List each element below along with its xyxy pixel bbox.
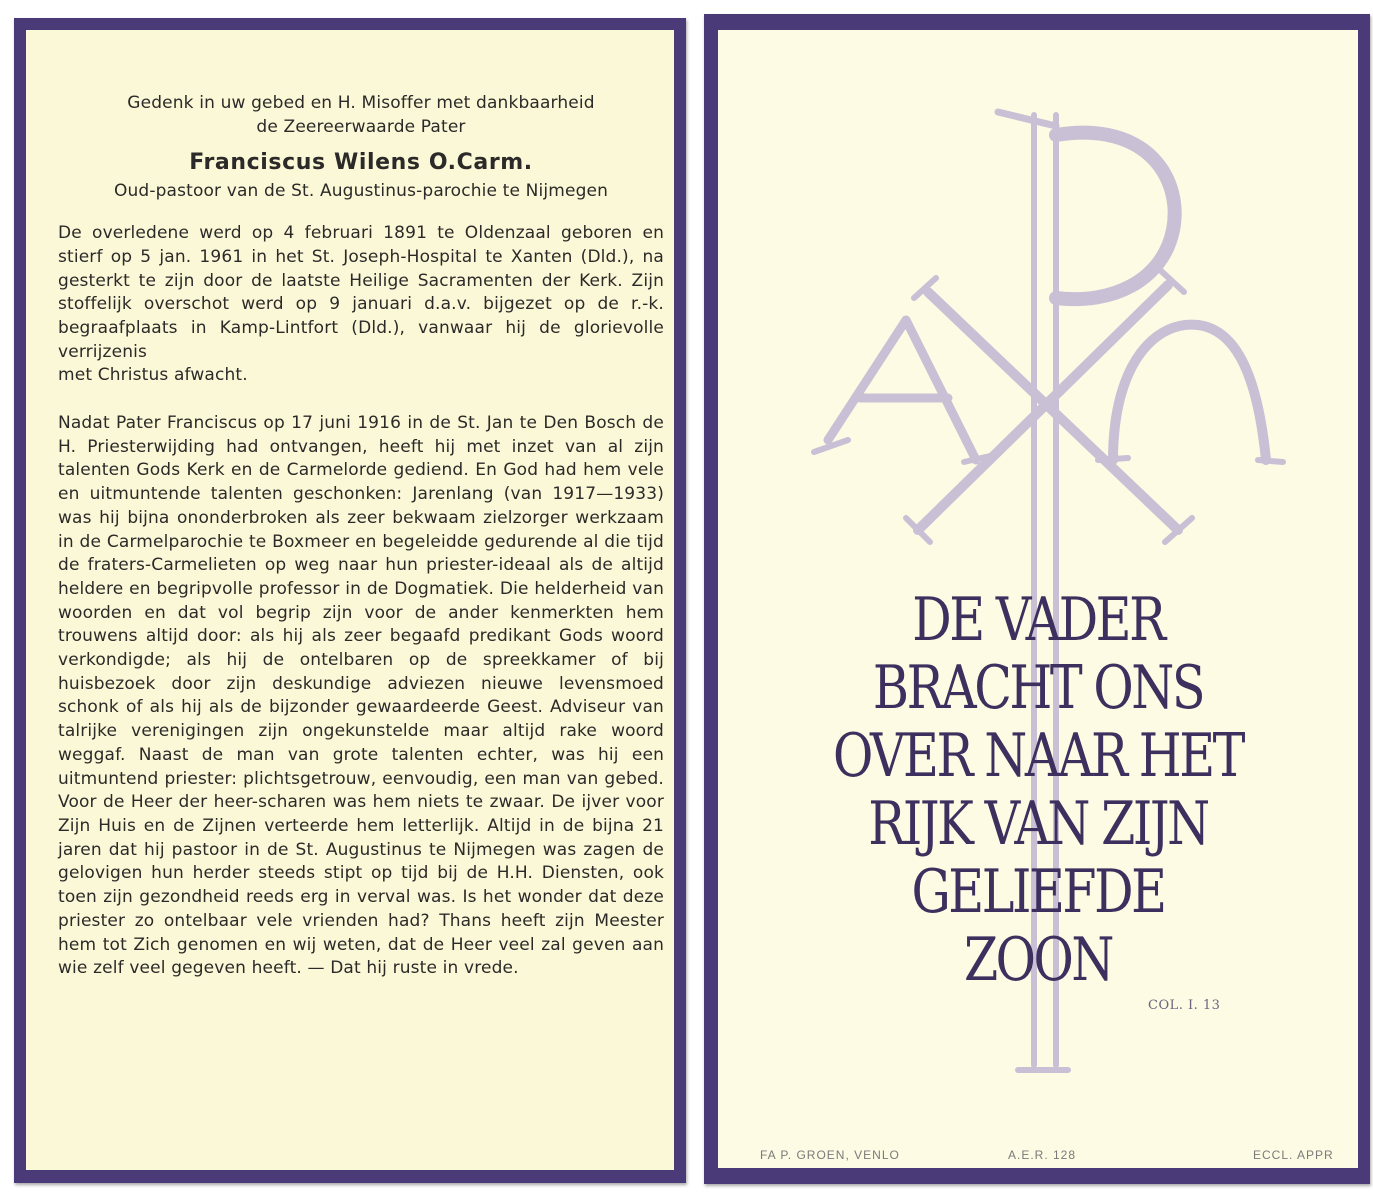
intro-line-2: de Zeereerwaarde Pater bbox=[256, 116, 466, 137]
biography-paragraph-1 bbox=[58, 222, 664, 388]
card-paper bbox=[26, 30, 674, 1170]
approval-number: A.E.R. 128 bbox=[1008, 1148, 1077, 1162]
deceased-title: Oud-pastoor van de St. Augustinus-parochie te Nijmegen bbox=[113, 181, 609, 202]
card-paper bbox=[718, 30, 1358, 1168]
memorial-text bbox=[58, 92, 664, 981]
chi-x-icon bbox=[918, 285, 1178, 530]
verse-line-1: DE VADER bbox=[912, 585, 1164, 655]
verse-line-5: GELIEFDE bbox=[911, 857, 1165, 927]
verse-line-4: RIJK VAN ZIJN bbox=[868, 789, 1208, 859]
memorial-card-text-side bbox=[14, 18, 686, 1183]
printer-credit: FA P. GROEN, VENLO bbox=[760, 1148, 900, 1162]
biography-paragraph-2: Nadat Pater Franciscus op 17 juni 1916 in de St. Jan te Den Bosch de H. Priesterwijding had ontvangen, heeft hij met inzet van al zijn talenten Gods Kerk en de Carmelorde gediend. En God had hem vele en uitmuntende talenten geschonken: Jarenlang (van 1917—1933) was hij bijna ononderbroken als zeer bekwaam zielzorger werkzaam in de Carmelparochie te Boxmeer en begeleidde gedurende al die tijd de fraters-Carmelieten op weg naar hun priester-ideaal als de altijd heldere en begripvolle professor in de Dogmatiek. Die helderheid van woorden en dat vol begrip zijn voor de ander kenmerkten hem trouwens altijd door: als hij als zeer begaafd predikant Gods woord verkondigde; als hij de ontelbaren op de spreekkamer of bij huisbezoek door zijn deskundige adviezen nieuwe levensmoed schonk of als hij als de bijzonder gewaardeerde Geest. Adviseur van talrijke verenigingen zijn ongekunstelde maar altijd rake woord weggaf. Naast de man van grote talenten echter, was hij een uitmuntend priester: plichtsgetrouw, eenvoudig, een man van gebed. Voor de Heer der heer-scharen was hem niets te zwaar. De ijver voor Zijn Huis en de Zijnen verteerde hem letterlijk. Altijd in de bijna 21 jaren dat hij pastoor in de St. Augustinus te Nijmegen was zagen de gelovigen hun herder steeds stipt op tijd bij de H.H. Diensten, ook toen zijn gezondheid reeds erg in verval was. Is het wonder dat deze priester zo ontelbaar vele vrienden had? Thans heeft zijn Meester hem tot Zich genomen en wij weten, dat de Heer veel zal geven aan wie zelf veel gegeven heeft. — Dat hij ruste in vrede. bbox=[58, 413, 664, 979]
verse-line-3: OVER NAAR HET bbox=[832, 721, 1244, 791]
ecclesiastical-approval: ECCL. APPR bbox=[1253, 1148, 1334, 1162]
rho-bowl-icon bbox=[1056, 133, 1175, 300]
verse-line-6: ZOON bbox=[963, 925, 1113, 995]
omega-icon bbox=[1113, 325, 1266, 460]
biography-paragraph-1-text: De overledene werd op 4 februari 1891 te Oldenzaal geboren en stierf op 5 jan. 1961 in het St. Joseph-Hospital te Xanten (Dld.), na gesterkt te zijn door de laatste Heilige Sacramenten der Kerk. Zijn stoffelijk overschot werd op 9 januari d.a.v. bijgezet op de r.-k. begraafplaats in Kamp-Lintfort (Dld.), vanwaar hij de glorievolle verrijzenis bbox=[58, 223, 664, 362]
scripture-reference: COL. I. 13 bbox=[1148, 998, 1221, 1013]
biography-paragraph-1-end: met Christus afwacht. bbox=[58, 365, 248, 386]
verse-line-2: BRACHT ONS bbox=[872, 653, 1204, 723]
memorial-card-emblem-side bbox=[704, 14, 1370, 1184]
intro-line-1: Gedenk in uw gebed en H. Misoffer met dankbaarheid bbox=[127, 93, 595, 113]
deceased-name: Franciscus Wilens O.Carm. bbox=[189, 150, 533, 176]
